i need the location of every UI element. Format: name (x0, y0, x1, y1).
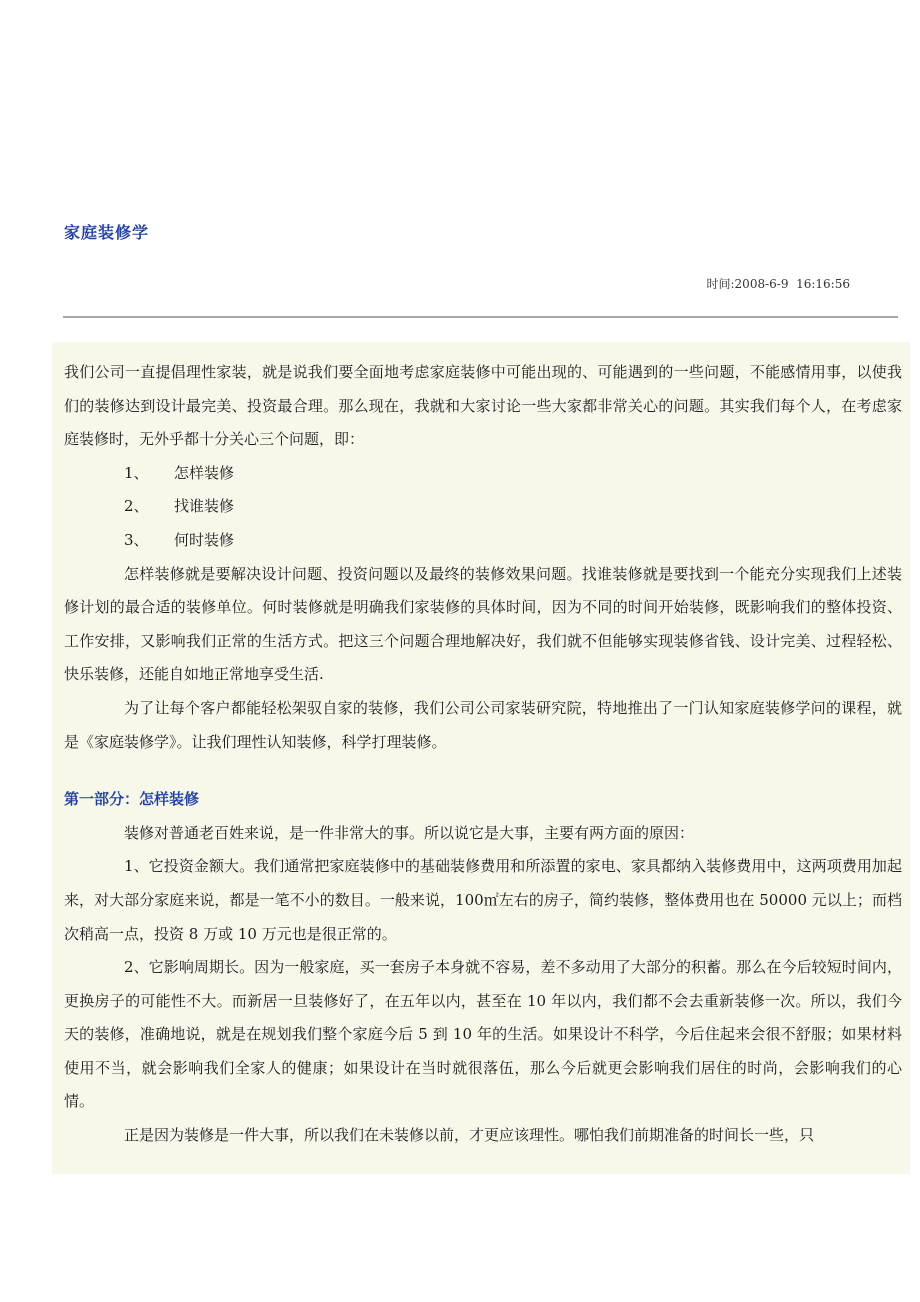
list-item (64, 490, 902, 524)
list-item-text: 找谁装修 (174, 497, 235, 516)
list-item-number: 3、 (124, 530, 149, 549)
article-title: 家庭装修学 (64, 223, 150, 242)
list-item-text: 怎样装修 (174, 463, 235, 482)
intro-paragraph-3: 为了让每个客户都能轻松架驭自家的装修，我们公司公司家装研究院，特地推出了一门认知家庭装修学问的课程，就是《家庭装修学》。让我们理性认知装修，科学打理装修。 (64, 698, 902, 751)
list-item-number: 1、 (124, 463, 149, 482)
list-item (64, 457, 902, 491)
article-body-inner (64, 356, 902, 1153)
section-paragraph-4: 正是因为装修是一件大事，所以我们在未装修以前，才更应该理性。哪怕我们前期准备的时间长一些，只 (124, 1126, 815, 1145)
list-item-number: 2、 (124, 497, 149, 516)
section-paragraph-3: 2、它影响周期长。因为一般家庭，买一套房子本身就不容易，差不多动用了大部分的积蓄。那么在今后较短时间内，更换房子的可能性不大。而新居一旦装修好了，在五年以内，甚至在 10 年以内，我们都不会去重新装修一次。所以，我们今天的装修，准确地说，就是在规划我们整个家庭今后 5 到 10 年的生活。如果设计不科学，今后住起来会很不舒服；如果材料使用不当，就会影响我们全家人的健康；如果设计在当时就很落伍，那么今后就更会影响我们居住的时尚，会影响我们的心情。 (64, 958, 902, 1111)
list-item-text: 何时装修 (174, 530, 235, 549)
intro-paragraph-2: 怎样装修就是要解决设计问题、投资问题以及最终的装修效果问题。找谁装修就是要找到一个能充分实现我们上述装修计划的最合适的装修单位。何时装修就是明确我们家装修的具体时间，因为不同的时间开始装修，既影响我们的整体投资、工作安排，又影响我们正常的生活方式。把这三个问题合理地解决好，我们就不但能够实现装修省钱、设计完美、过程轻松、快乐装修，还能自如地正常地享受生活. (64, 564, 902, 684)
section-paragraph-1: 装修对普通老百姓来说，是一件非常大的事。所以说它是大事，主要有两方面的原因： (124, 823, 695, 842)
header-divider (63, 316, 898, 318)
section-paragraph-2: 1、它投资金额大。我们通常把家庭装修中的基础装修费用和所添置的家电、家具都纳入装修费用中，这两项费用加起来，对大部分家庭来说，都是一笔不小的数目。一般来说，100㎡左右的房子，简约装修，整体费用也在 50000 元以上；而档次稍高一点，投资 8 万或 10 万元也是很正常的。 (64, 857, 902, 943)
list-item (64, 524, 902, 558)
article-body[interactable] (52, 342, 910, 1174)
intro-paragraph-1: 我们公司一直提倡理性家装，就是说我们要全面地考虑家庭装修中可能出现的、可能遇到的一些问题，不能感情用事，以使我们的装修达到设计最完美、投资最合理。那么现在，我就和大家讨论一些大家都非常关心的问题。其实我们每个人，在考虑家庭装修时，无外乎都十分关心三个问题，即： (64, 363, 902, 449)
article-timestamp: 时间:2008-6-9 16:16:56 (706, 277, 850, 291)
section-spacer (64, 759, 902, 783)
section-title: 第一部分：怎样装修 (64, 790, 200, 809)
